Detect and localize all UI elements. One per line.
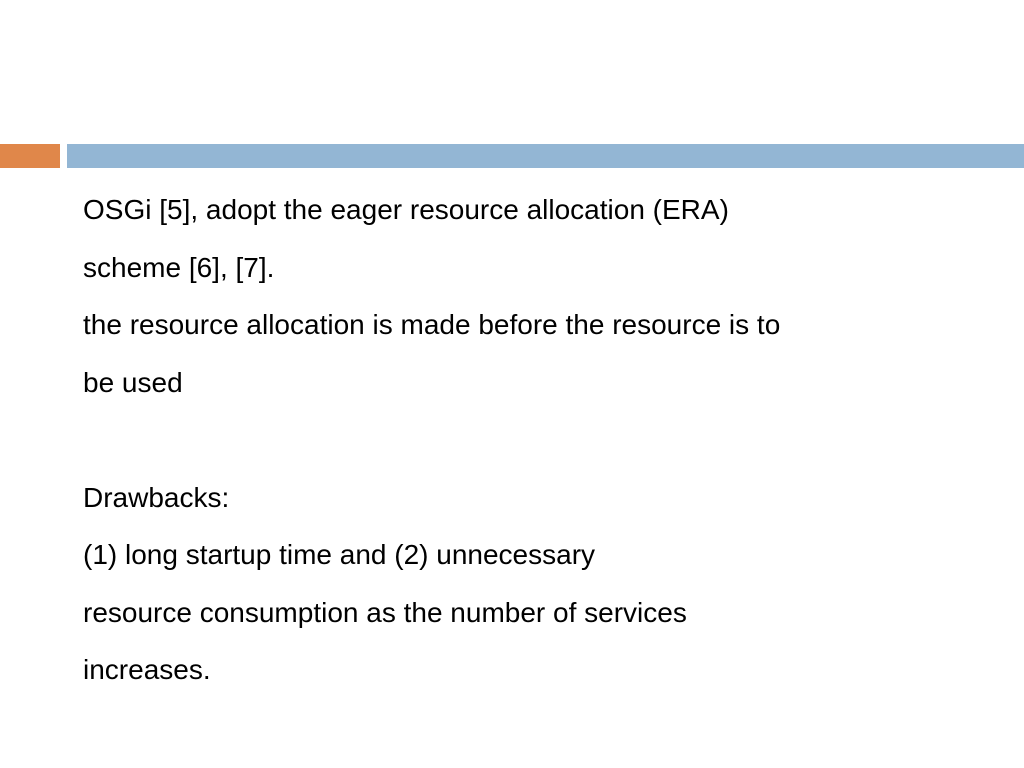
body-line-4: be used bbox=[83, 366, 183, 398]
body-line-1: OSGi [5], adopt the eager resource allocation (ERA) bbox=[83, 194, 729, 225]
body-line-9: increases. bbox=[83, 654, 211, 685]
accent-bar-blue bbox=[67, 144, 1024, 168]
drawbacks-heading: Drawbacks: bbox=[83, 481, 230, 513]
body-line-3: the resource allocation is made before the resource is to bbox=[83, 309, 781, 340]
body-line-2: scheme [6], [7]. bbox=[83, 251, 275, 283]
body-line-7: (1) long startup time and (2) unnecessary bbox=[83, 539, 596, 570]
slide-body-text bbox=[83, 181, 993, 699]
body-line-8: resource consumption as the number of services bbox=[83, 596, 687, 628]
blank-line bbox=[83, 411, 993, 469]
accent-bar-orange bbox=[0, 144, 60, 168]
